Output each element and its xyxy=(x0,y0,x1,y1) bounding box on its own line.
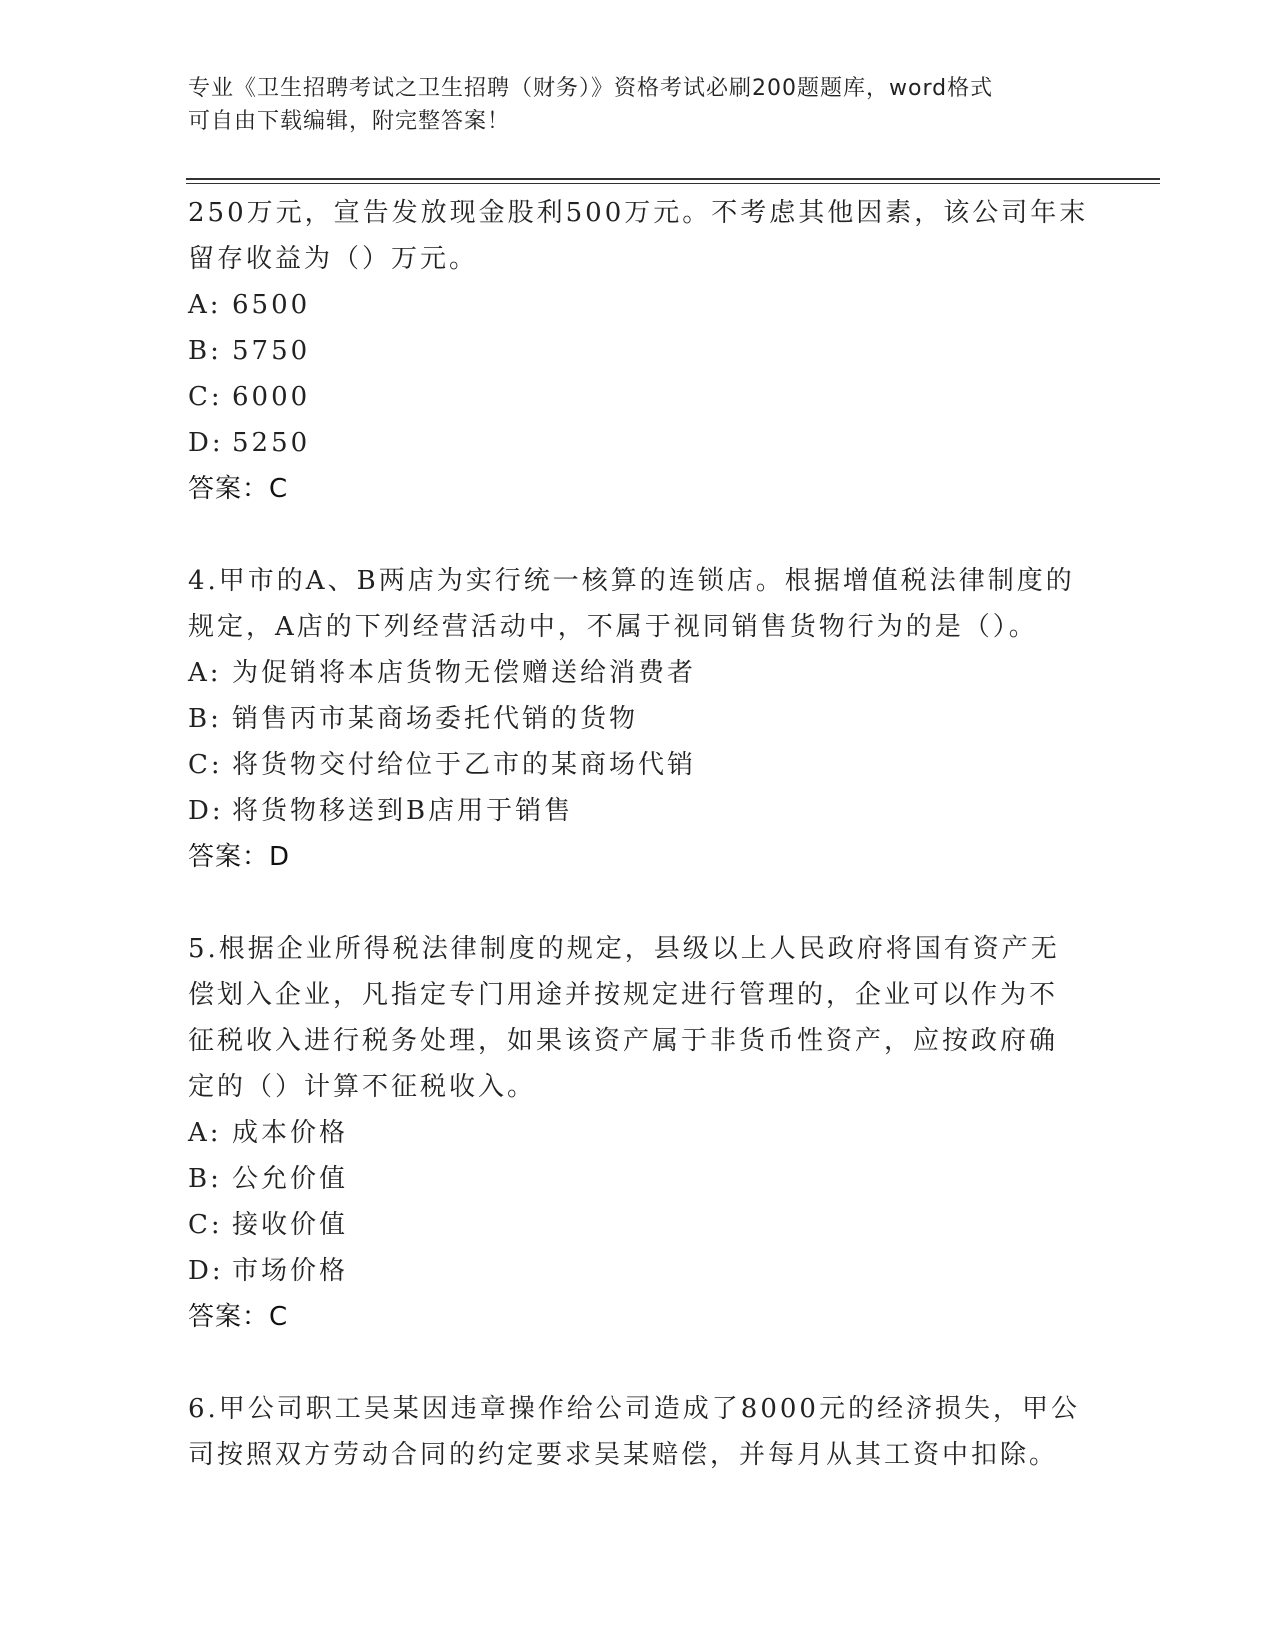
option-c xyxy=(188,742,1088,788)
question-stem-line: 征税收入进行税务处理，如果该资产属于非货币性资产，应按政府确 xyxy=(188,1026,1059,1056)
question-stem-line: 留存收益为（）万元。 xyxy=(188,244,479,274)
option-b xyxy=(188,1156,1088,1202)
option-text: 将货物交付给位于乙市的某商场代销 xyxy=(232,750,697,780)
option-c xyxy=(188,1202,1088,1248)
option-text: 5750 xyxy=(232,336,311,366)
page-header xyxy=(188,72,1088,138)
option-text: 6500 xyxy=(232,290,311,320)
header-line-1: 专业《卫生招聘考试之卫生招聘（财务）》资格考试必刷200题题库，word格式 xyxy=(188,76,994,101)
question-stem-line: 偿划入企业，凡指定专门用途并按规定进行管理的，企业可以作为不 xyxy=(188,980,1059,1010)
answer-line: 答案：C xyxy=(188,474,289,504)
option-label: C: xyxy=(188,382,223,412)
question-stem-line: 司按照双方劳动合同的约定要求吴某赔偿，并每月从其工资中扣除。 xyxy=(188,1440,1059,1470)
option-label: B: xyxy=(188,704,222,734)
question-stem-line: 定的（）计算不征税收入。 xyxy=(188,1072,537,1102)
option-c xyxy=(188,374,1088,420)
option-text: 6000 xyxy=(232,382,311,412)
header-line-2: 可自由下载编辑，附完整答案！ xyxy=(188,109,511,134)
option-label: D: xyxy=(188,796,224,826)
option-b xyxy=(188,696,1088,742)
option-text: 成本价格 xyxy=(232,1118,349,1148)
question-stem-line: 5.根据企业所得税法律制度的规定，县级以上人民政府将国有资产无 xyxy=(188,934,1060,964)
question-stem-line: 250万元，宣告发放现金股利500万元。不考虑其他因素，该公司年末 xyxy=(188,198,1089,228)
header-divider xyxy=(186,178,1160,184)
option-text: 为促销将本店货物无偿赠送给消费者 xyxy=(232,658,697,688)
option-label: C: xyxy=(188,750,223,780)
option-label: A: xyxy=(188,1118,222,1148)
spacer xyxy=(188,512,1088,558)
option-label: A: xyxy=(188,658,222,688)
option-text: 市场价格 xyxy=(232,1256,349,1286)
option-d xyxy=(188,420,1088,466)
option-text: 将货物移送到B店用于销售 xyxy=(232,796,574,826)
spacer xyxy=(188,1340,1088,1386)
question-3 xyxy=(188,190,1088,512)
question-stem-line: 规定，A店的下列经营活动中，不属于视同销售货物行为的是（）。 xyxy=(188,612,1038,642)
spacer xyxy=(188,880,1088,926)
question-stem-line: 4.甲市的A、B两店为实行统一核算的连锁店。根据增值税法律制度的 xyxy=(188,566,1075,596)
option-a xyxy=(188,282,1088,328)
option-text: 接收价值 xyxy=(232,1210,349,1240)
option-label: B: xyxy=(188,336,222,366)
option-label: A: xyxy=(188,290,222,320)
option-a xyxy=(188,650,1088,696)
question-6 xyxy=(188,1386,1088,1478)
option-label: B: xyxy=(188,1164,222,1194)
option-d xyxy=(188,788,1088,834)
option-text: 5250 xyxy=(232,428,311,458)
option-a xyxy=(188,1110,1088,1156)
answer-line: 答案：D xyxy=(188,842,291,872)
option-label: C: xyxy=(188,1210,223,1240)
question-stem-line: 6.甲公司职工吴某因违章操作给公司造成了8000元的经济损失，甲公 xyxy=(188,1394,1080,1424)
option-text: 销售丙市某商场委托代销的货物 xyxy=(232,704,639,734)
option-b xyxy=(188,328,1088,374)
question-4 xyxy=(188,558,1088,880)
option-label: D: xyxy=(188,1256,224,1286)
question-content xyxy=(188,190,1088,1478)
question-5 xyxy=(188,926,1088,1340)
option-text: 公允价值 xyxy=(232,1164,349,1194)
answer-line: 答案：C xyxy=(188,1302,289,1332)
option-label: D: xyxy=(188,428,224,458)
option-d xyxy=(188,1248,1088,1294)
